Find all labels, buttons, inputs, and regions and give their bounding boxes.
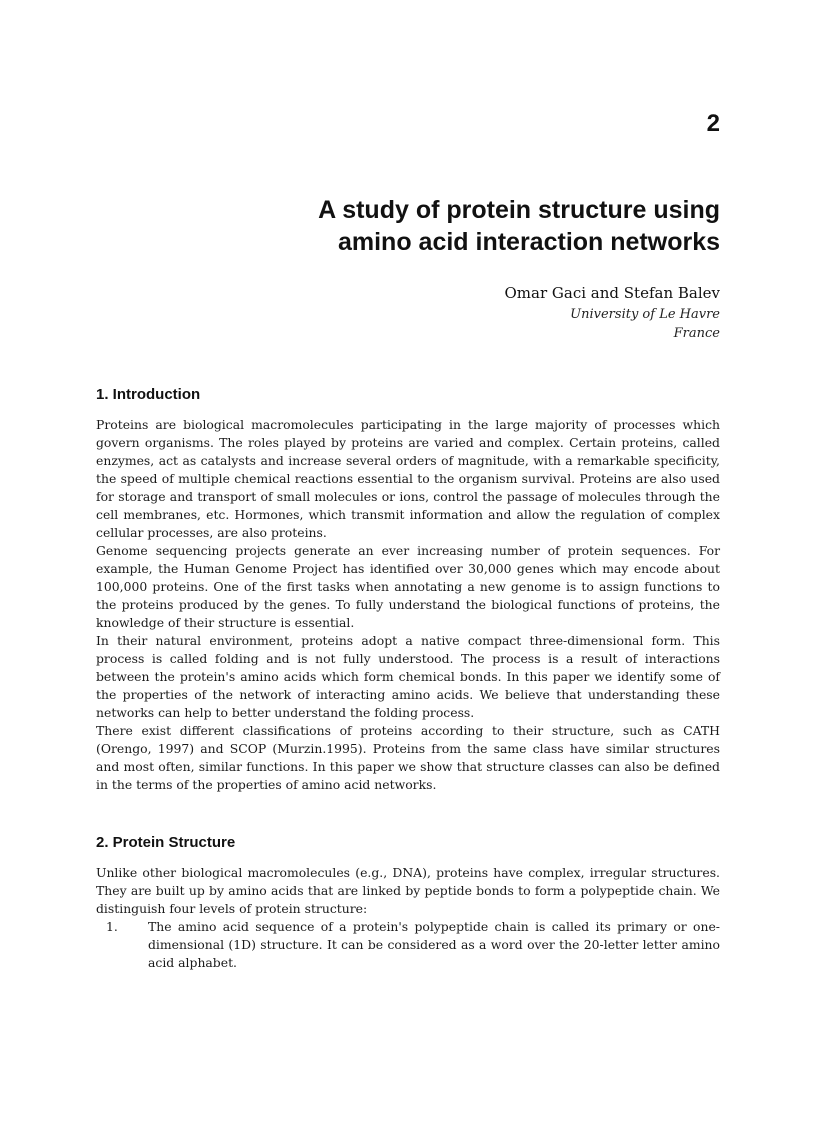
- section-heading-introduction: 1. Introduction: [96, 386, 201, 403]
- paragraph: Proteins are biological macromolecules participating in the large majority of processes which govern organisms. The roles played by proteins are varied and complex. Certain proteins, called enzymes, act as catalysts and increase several orders of magnitude, with a remarkable specificity, the speed of multiple chemical reactions essential to the organism survival. Proteins are also used for storage and transport of small molecules or ions, control the passage of molecules through the cell membranes, etc. Hormones, which transmit information and allow the regulation of complex cellular processes, are also proteins.: [96, 417, 720, 540]
- structure-levels-list: [96, 918, 720, 972]
- title-line-1: A study of protein structure using: [318, 196, 720, 224]
- list-item-text: The amino acid sequence of a protein's polypeptide chain is called its primary or one- dimensional (1D) structure. It can be considered as a word over the 20-letter letter amino acid alphabet.: [148, 919, 720, 970]
- author-affiliation: University of Le Havre: [570, 307, 720, 322]
- paragraph: Genome sequencing projects generate an ever increasing number of protein sequences. For example, the Human Genome Project has identified over 30,000 genes which may encode about 100,000 proteins. One of the first tasks when annotating a new genome is to assign functions to the proteins produced by the genes. To fully understand the biological functions of proteins, the knowledge of their structure is essential.: [96, 543, 720, 630]
- section-heading-protein-structure: 2. Protein Structure: [96, 834, 236, 851]
- protein-structure-body: [96, 864, 720, 972]
- paragraph: There exist different classifications of proteins according to their structure, such as CATH (Orengo, 1997) and SCOP (Murzin.1995). Proteins from the same class have similar structures and most often, similar functions. In this paper we show that structure classes can also be defined in the terms of the properties of amino acid networks.: [96, 723, 720, 792]
- paragraph: In their natural environment, proteins adopt a native compact three-dimensional form. This process is called folding and is not fully understood. The process is a result of interactions between the protein's amino acids which form chemical bonds. In this paper we identify some of the properties of the network of interacting amino acids. We believe that understanding these networks can help to better understand the folding process.: [96, 633, 720, 720]
- introduction-body: [96, 416, 720, 794]
- list-item-marker: 1.: [106, 919, 118, 934]
- title-line-2: amino acid interaction networks: [337, 228, 720, 256]
- list-item: [96, 918, 720, 972]
- author-names: Omar Gaci and Stefan Balev: [504, 284, 720, 302]
- author-country: France: [673, 326, 720, 341]
- chapter-number: 2: [706, 110, 720, 137]
- paragraph: Unlike other biological macromolecules (e.g., DNA), proteins have complex, irregular structures. They are built up by amino acids that are linked by peptide bonds to form a polypeptide chain. We distinguish four levels of protein structure:: [96, 865, 720, 916]
- paper-title: [200, 194, 720, 258]
